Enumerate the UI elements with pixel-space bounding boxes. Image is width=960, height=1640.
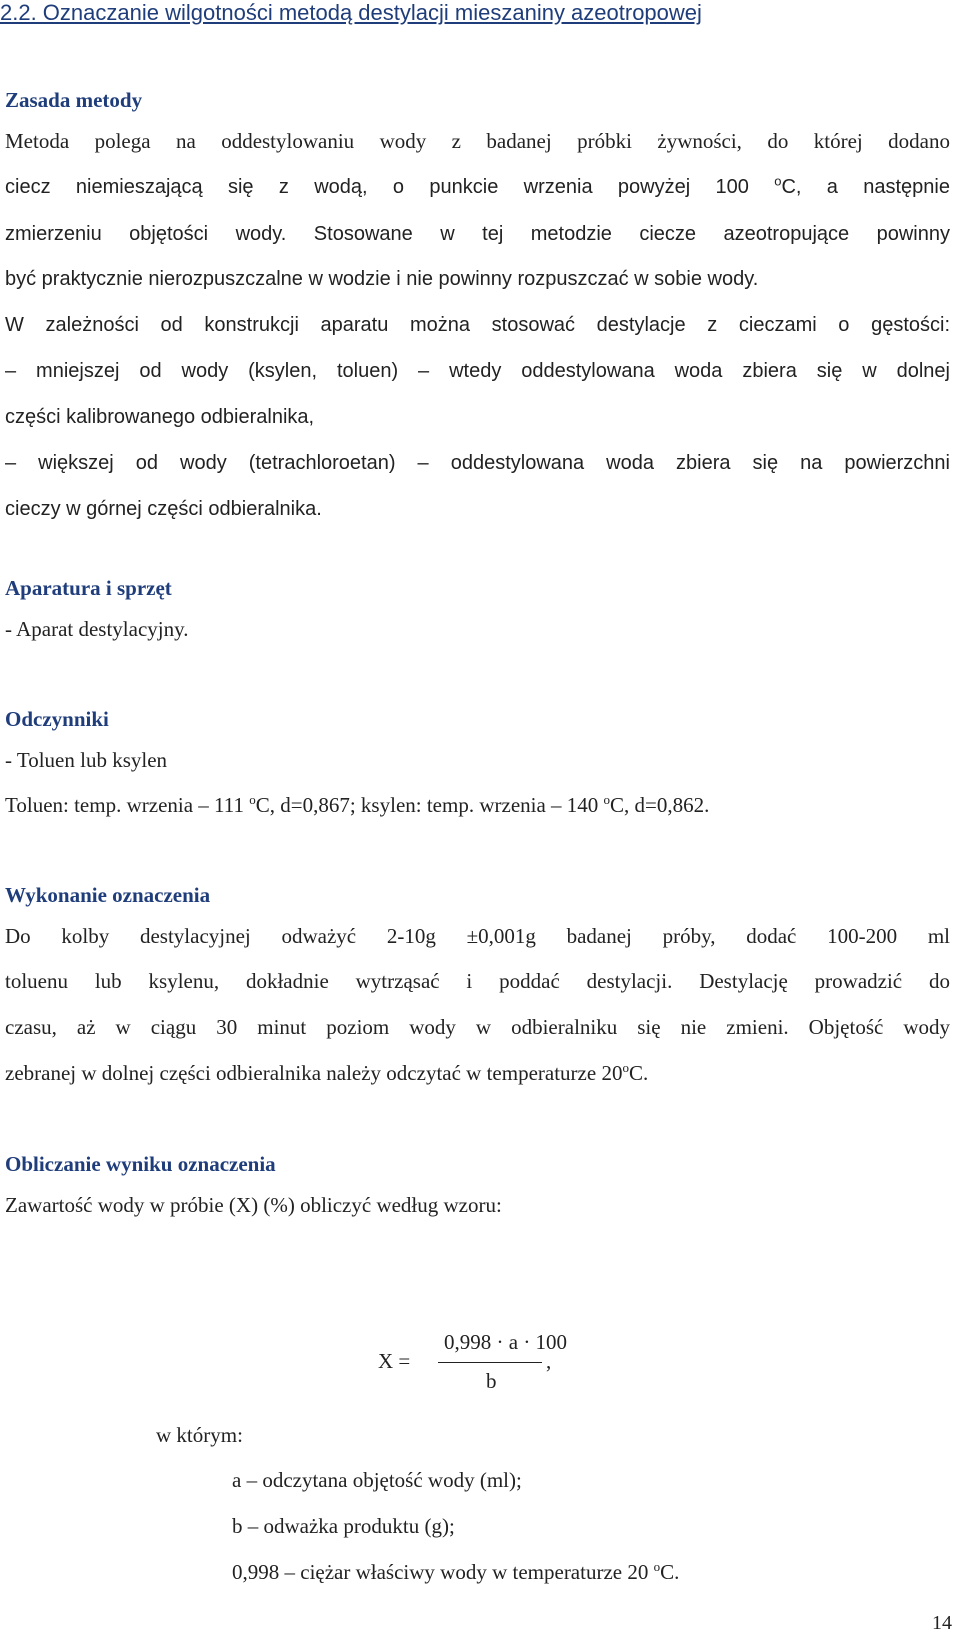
degree-superscript: o — [622, 1060, 629, 1075]
section-title: 2.2. Oznaczanie wilgotności metodą destylacji mieszaniny azeotropowej — [0, 0, 702, 25]
procedure-line-3: czasu, aż w ciągu 30 minut poziom wody w odbieralniku się nie zmieni. Objętość wody — [5, 1015, 950, 1039]
degree-superscript: o — [603, 792, 611, 807]
procedure-line-1: Do kolby destylacyjnej odważyć 2-10g ±0,001g badanej próby, dodać 100-200 ml — [5, 924, 950, 948]
apparatus-item: - Aparat destylacyjny. — [5, 617, 189, 641]
principle-line-7: części kalibrowanego odbieralnika, — [5, 406, 315, 428]
principle-line-2-end: C, a następnie — [781, 176, 950, 198]
heading-principle: Zasada metody — [5, 88, 143, 112]
formula-denominator: b — [486, 1369, 497, 1393]
reagents-detail-b: C, d=0,867; ksylen: temp. wrzenia – 140 — [255, 793, 604, 817]
heading-procedure: Wykonanie oznaczenia — [5, 883, 211, 907]
procedure-line-2: toluenu lub ksylenu, dokładnie wytrząsać i poddać destylacji. Destylację prowadzić do — [5, 969, 950, 993]
reagents-detail-c: C, d=0,862. — [610, 793, 710, 817]
heading-reagents: Odczynniki — [5, 707, 109, 731]
page-number: 14 — [932, 1612, 952, 1634]
reagents-item: - Toluen lub ksylen — [5, 748, 168, 772]
principle-line-3: zmierzeniu objętości wody. Stosowane w tej metodzie ciecze azeotropujące powinny — [5, 223, 950, 245]
reagents-detail — [5, 792, 950, 818]
formula-comma: , — [546, 1349, 552, 1373]
definition-c-end: C. — [660, 1560, 680, 1584]
definition-c — [232, 1559, 679, 1585]
degree-superscript: o — [249, 792, 256, 807]
definition-b: b – odważka produktu (g); — [232, 1514, 455, 1538]
definition-a: a – odczytana objętość wody (ml); — [232, 1468, 522, 1492]
principle-line-4: być praktycznie nierozpuszczalne w wodzie i nie powinny rozpuszczać w sobie wody. — [5, 268, 759, 290]
formula-lhs: X = — [378, 1349, 411, 1373]
degree-superscript: o — [653, 1559, 661, 1574]
calculation-intro: Zawartość wody w próbie (X) (%) obliczyć według wzoru: — [5, 1193, 502, 1217]
principle-line-6: – mniejszej od wody (ksylen, toluen) – wtedy oddestylowana woda zbiera się w dolnej — [5, 360, 950, 382]
principle-line-8: – większej od wody (tetrachloroetan) – oddestylowana woda zbiera się na powierzchni — [5, 452, 950, 474]
principle-line-9: cieczy w górnej części odbieralnika. — [5, 498, 322, 520]
principle-line-2 — [5, 174, 950, 200]
where-label: w którym: — [156, 1423, 243, 1447]
principle-line-5: W zależności od konstrukcji aparatu można stosować destylacje z cieczami o gęstości: — [5, 314, 950, 336]
reagents-detail-a: Toluen: temp. wrzenia – 111 — [5, 793, 250, 817]
fraction-bar — [438, 1362, 542, 1363]
principle-line-1: Metoda polega na oddestylowaniu wody z badanej próbki żywności, do której dodano — [5, 129, 950, 153]
procedure-line-4 — [5, 1060, 950, 1086]
procedure-line-4-text: zebranej w dolnej części odbieralnika należy odczytać w temperaturze 20 — [5, 1061, 623, 1085]
formula-numerator: 0,998 · a · 100 — [444, 1330, 568, 1354]
procedure-line-4-end: C. — [628, 1061, 649, 1085]
definition-c-text: 0,998 – ciężar właściwy wody w temperaturze 20 — [232, 1560, 654, 1584]
heading-apparatus: Aparatura i sprzęt — [5, 576, 172, 600]
principle-line-2-text: ciecz niemieszającą się z wodą, o punkcie wrzenia powyżej 100 — [5, 176, 775, 198]
heading-calculation: Obliczanie wyniku oznaczenia — [5, 1152, 276, 1176]
degree-superscript: o — [774, 173, 782, 189]
